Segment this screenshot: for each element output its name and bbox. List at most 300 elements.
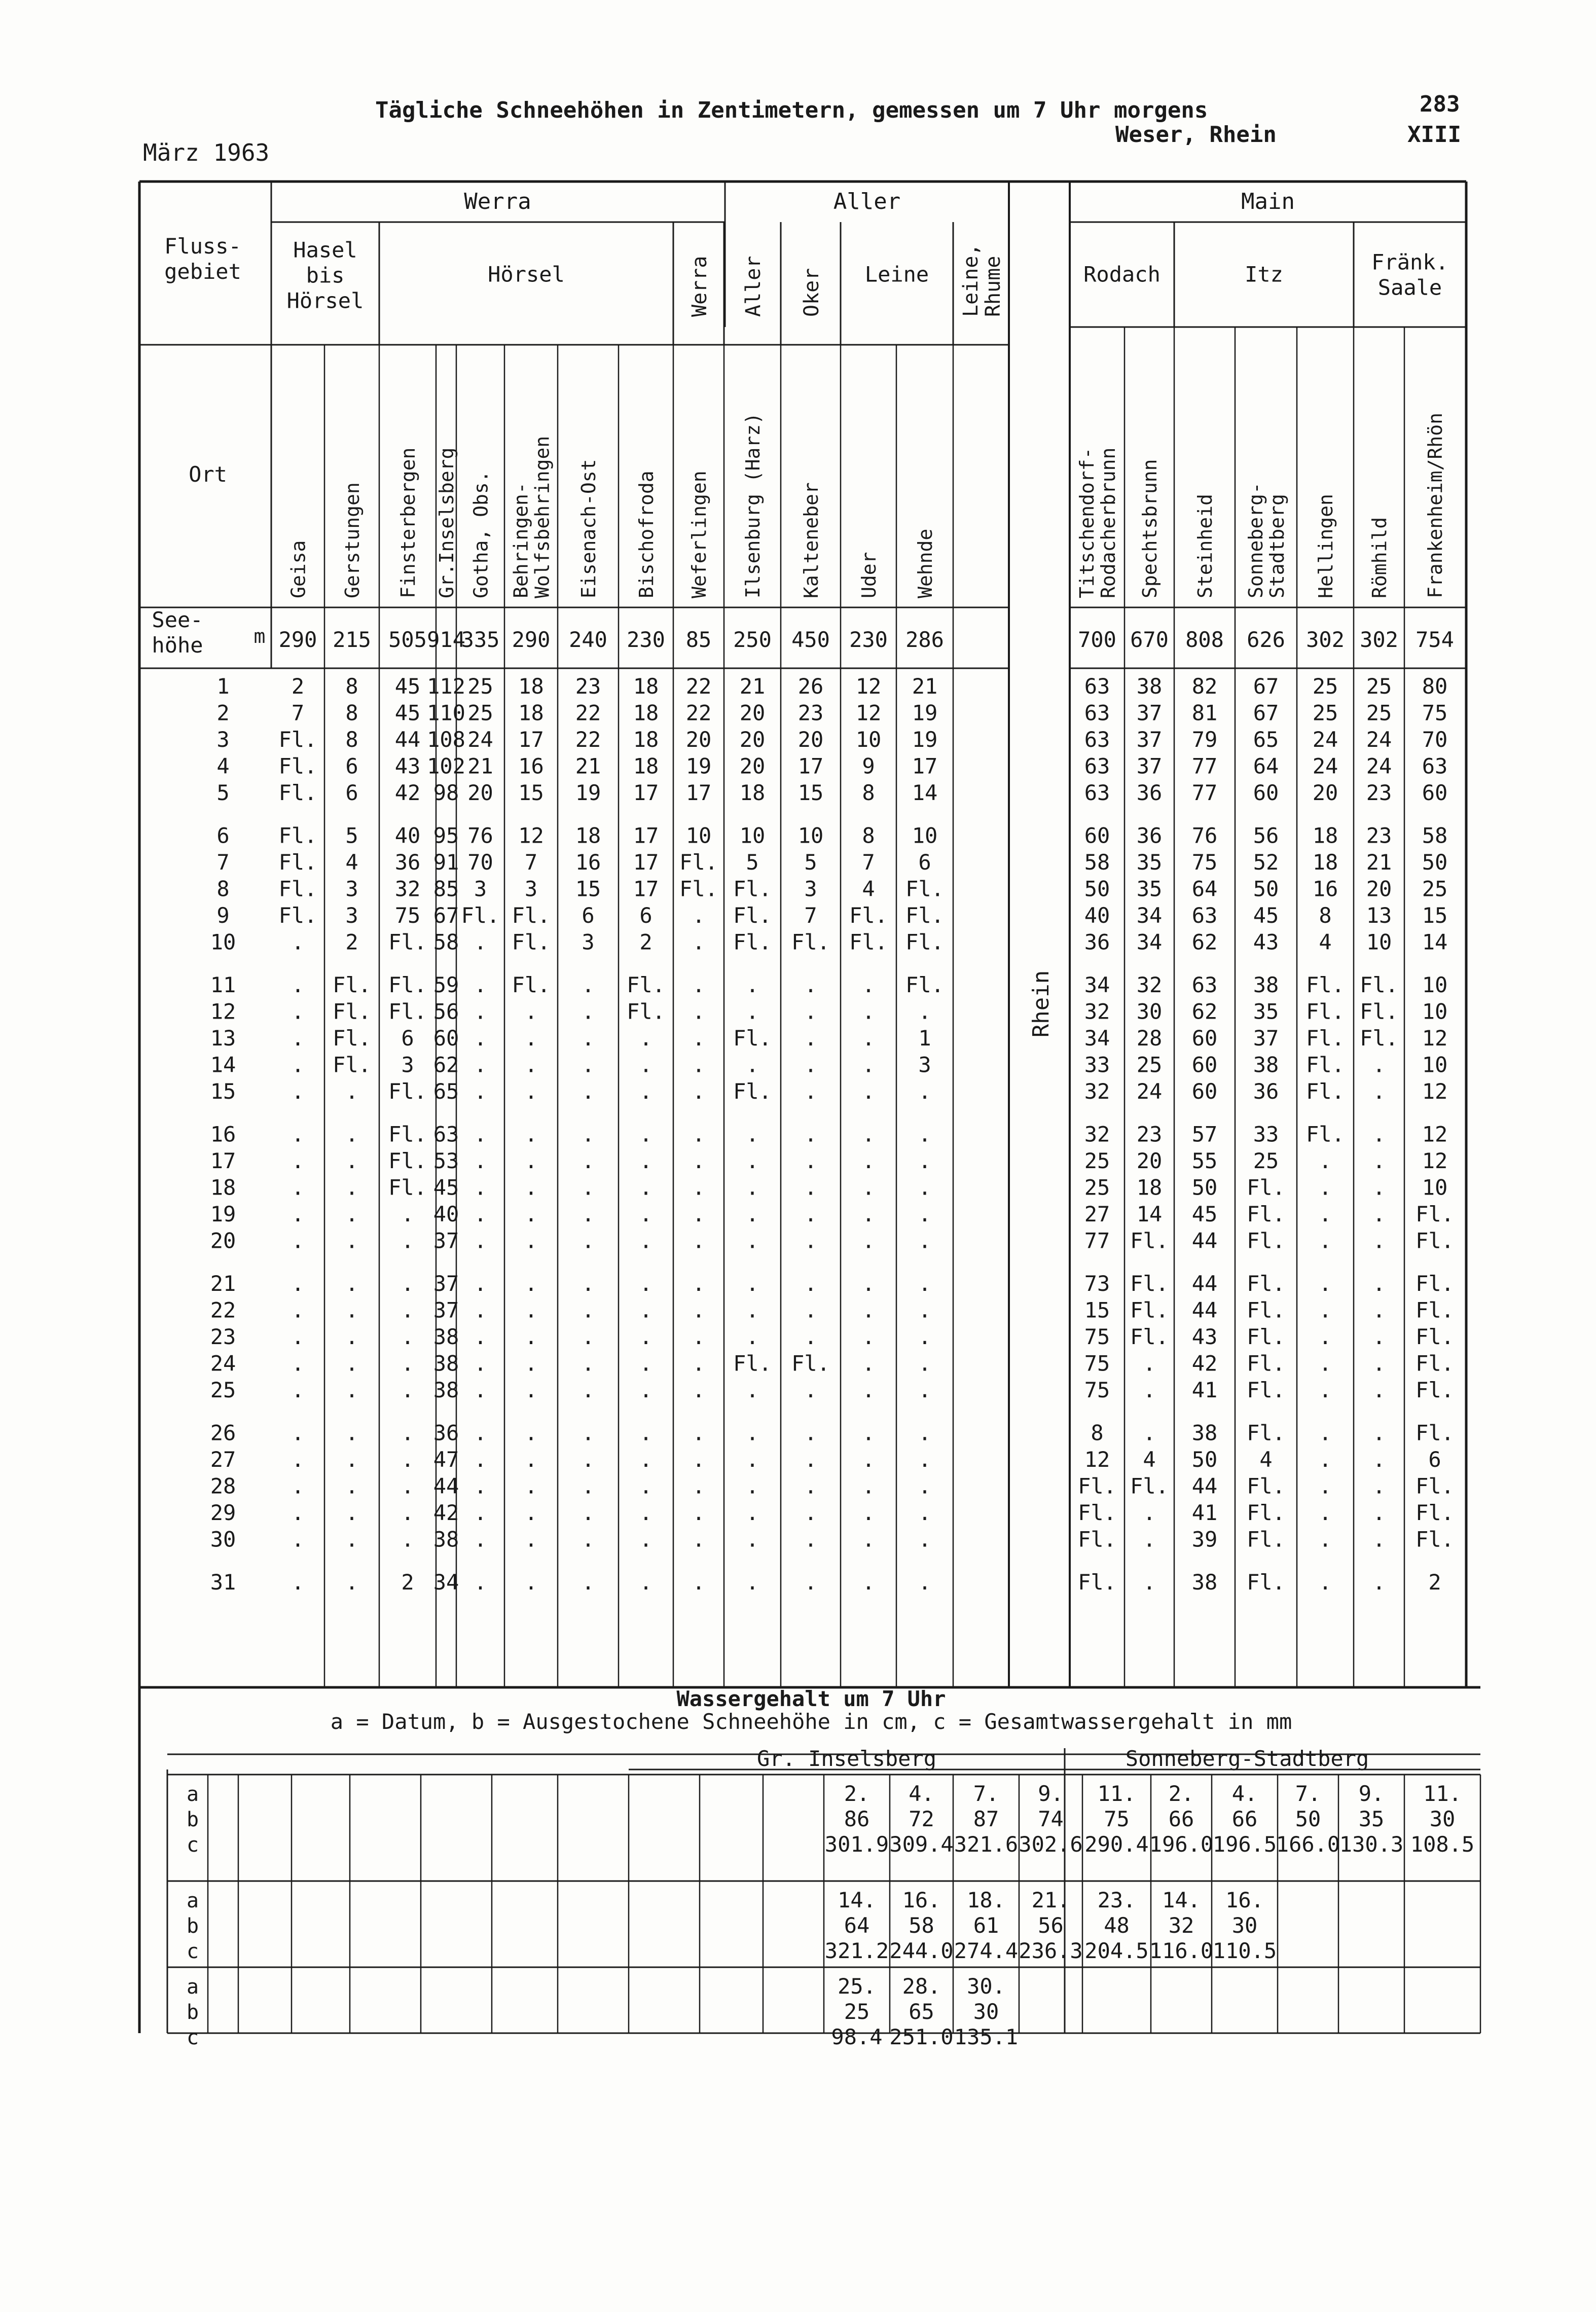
left-value: 67 (433, 903, 459, 928)
left-value: . (804, 1447, 817, 1472)
left-station-altitude: 250 (733, 627, 772, 652)
right-value: . (1372, 1500, 1386, 1525)
right-value: 28 (1136, 1026, 1163, 1051)
right-value: 50 (1253, 876, 1279, 901)
right-value: 38 (1136, 674, 1163, 699)
left-value: . (692, 1122, 705, 1147)
left-value: 3 (804, 876, 817, 901)
left-value: . (918, 1122, 931, 1147)
left-value: Fl. (278, 876, 317, 901)
left-value: 60 (433, 1026, 459, 1051)
left-value: 91 (433, 850, 459, 875)
right-value: 82 (1191, 674, 1218, 699)
right-value: 44 (1191, 1297, 1218, 1323)
left-value: . (862, 1378, 875, 1402)
left-value: . (692, 1175, 705, 1200)
right-value: Fl. (1078, 1473, 1116, 1499)
right-value: 75 (1084, 1378, 1110, 1402)
left-value: Fl. (278, 850, 317, 875)
right-value: 12 (1422, 1148, 1448, 1173)
day-number: 25 (210, 1378, 236, 1402)
right-value: . (1143, 1420, 1156, 1446)
left-value: 62 (433, 1052, 459, 1077)
left-value: . (401, 1324, 414, 1349)
left-value: . (862, 972, 875, 997)
right-value: 20 (1312, 780, 1338, 805)
left-station-altitude: 215 (333, 627, 371, 652)
water-station-sonneberg: Sonneberg-Stadtberg (1125, 1746, 1369, 1771)
left-value: 44 (394, 727, 421, 752)
water-content: 166.0 (1276, 1832, 1340, 1857)
right-value: 23 (1366, 823, 1392, 848)
right-value: 18 (1136, 1175, 1163, 1200)
left-value: 45 (394, 674, 421, 699)
water-snow-depth: 72 (909, 1807, 934, 1831)
left-value: . (291, 1570, 305, 1595)
right-value: 21 (1366, 850, 1392, 875)
right-value: Fl. (1247, 1202, 1285, 1226)
water-snow-depth: 30 (973, 1999, 999, 2024)
left-value: . (804, 1026, 817, 1051)
right-value: 50 (1191, 1447, 1218, 1472)
right-value: 77 (1191, 753, 1218, 779)
right-value: 18 (1312, 823, 1338, 848)
left-value: 63 (433, 1122, 459, 1147)
right-value: 77 (1084, 1228, 1110, 1253)
right-value: . (1319, 1324, 1332, 1349)
left-value: . (862, 1122, 875, 1147)
right-value: . (1319, 1228, 1332, 1253)
right-value: 32 (1084, 999, 1110, 1024)
seehoehe-label: See- (152, 607, 203, 632)
water-content: 98.4 (831, 2025, 883, 2049)
left-value: 2 (401, 1570, 414, 1595)
left-value: . (692, 929, 705, 955)
water-snow-depth: 66 (1231, 1807, 1258, 1831)
left-value: . (291, 1500, 305, 1525)
left-value: Fl. (733, 1351, 772, 1376)
right-station-name: Frankenheim/Rhön (1424, 412, 1446, 598)
left-value: 102 (427, 753, 465, 779)
left-value: Fl. (333, 1026, 371, 1051)
right-value: 41 (1191, 1500, 1218, 1525)
day-number: 26 (210, 1420, 236, 1446)
left-value: Fl. (627, 999, 665, 1024)
left-value: . (582, 972, 595, 997)
left-value: . (639, 1378, 652, 1402)
water-content: 135.1 (954, 2025, 1019, 2049)
left-value: 19 (912, 700, 938, 726)
right-value: 50 (1084, 876, 1110, 901)
left-value: . (345, 1079, 358, 1104)
left-value: 23 (797, 700, 824, 726)
left-value: 98 (433, 780, 459, 805)
right-value: 58 (1422, 823, 1448, 848)
left-station-altitude: 286 (905, 627, 944, 652)
left-value: Fl. (733, 1079, 772, 1104)
left-value: . (291, 1324, 305, 1349)
left-value: . (345, 1271, 358, 1296)
left-value: 18 (518, 674, 544, 699)
left-value: . (639, 1026, 652, 1051)
water-content: 204.5 (1084, 1938, 1149, 1963)
right-value: 57 (1191, 1122, 1218, 1147)
left-value: . (804, 1527, 817, 1552)
right-value: 50 (1191, 1175, 1218, 1200)
left-value: 36 (394, 850, 421, 875)
left-value: . (746, 1324, 759, 1349)
water-row-letter: a (186, 1975, 199, 1999)
right-value: 63 (1084, 700, 1110, 726)
right-value: 38 (1191, 1420, 1218, 1446)
left-value: 38 (433, 1324, 459, 1349)
right-value: Fl. (1247, 1324, 1285, 1349)
left-value: . (746, 1148, 759, 1173)
left-value: . (524, 1324, 538, 1349)
left-value: . (524, 1026, 538, 1051)
water-date: 2. (1168, 1781, 1194, 1806)
left-value: . (918, 1447, 931, 1472)
right-value: Fl. (1130, 1324, 1169, 1349)
left-value: . (474, 1527, 487, 1552)
left-value: . (582, 1228, 595, 1253)
left-value: . (401, 1378, 414, 1402)
right-value: 16 (1312, 876, 1338, 901)
day-number: 15 (210, 1079, 236, 1104)
left-value: . (918, 1500, 931, 1525)
left-value: . (474, 1378, 487, 1402)
left-value: . (291, 1473, 305, 1499)
water-content: 302.6 (1019, 1832, 1083, 1857)
left-value: . (524, 1378, 538, 1402)
left-value: . (474, 1175, 487, 1200)
subgroup-label: Fränk. (1371, 249, 1448, 275)
day-number: 6 (216, 823, 230, 848)
left-value: 4 (345, 850, 358, 875)
right-value: . (1319, 1527, 1332, 1552)
left-value: . (918, 1297, 931, 1323)
right-value: 32 (1084, 1079, 1110, 1104)
right-value: 20 (1366, 876, 1392, 901)
left-value: . (291, 1202, 305, 1226)
right-value: 6 (1428, 1447, 1441, 1472)
left-value: . (692, 1351, 705, 1376)
water-content: 244.0 (889, 1938, 954, 1963)
left-value: . (582, 1079, 595, 1104)
right-value: 36 (1253, 1079, 1279, 1104)
left-value: . (639, 1527, 652, 1552)
water-row-letter: c (186, 1940, 199, 1963)
left-value: . (401, 1351, 414, 1376)
left-value: 18 (633, 753, 659, 779)
left-station-name: Wolfsbehringen (531, 436, 554, 598)
left-value: 6 (401, 1026, 414, 1051)
day-number: 22 (210, 1297, 236, 1323)
right-value: Fl. (1247, 1420, 1285, 1446)
right-value: 36 (1084, 929, 1110, 955)
left-value: 42 (433, 1500, 459, 1525)
left-value: 40 (433, 1202, 459, 1226)
left-value: . (639, 1420, 652, 1446)
left-value: . (804, 1420, 817, 1446)
left-value: . (582, 999, 595, 1024)
left-value: . (291, 1351, 305, 1376)
water-date: 11. (1423, 1781, 1462, 1806)
right-value: Fl. (1247, 1378, 1285, 1402)
right-value: 23 (1136, 1122, 1163, 1147)
left-value: 17 (633, 850, 659, 875)
left-value: . (692, 1148, 705, 1173)
right-value: 12 (1422, 1079, 1448, 1104)
right-value: . (1319, 1570, 1332, 1595)
left-value: 45 (394, 700, 421, 726)
water-row-letter: b (186, 1808, 199, 1831)
right-value: Fl. (1416, 1202, 1454, 1226)
right-value: 2 (1428, 1570, 1441, 1595)
right-value: 14 (1422, 929, 1448, 955)
water-row-letter: a (186, 1783, 199, 1806)
rhein-label: Rhein (1028, 970, 1054, 1038)
left-value: . (524, 1052, 538, 1077)
left-value: . (582, 1570, 595, 1595)
left-value: 25 (467, 674, 493, 699)
left-value: 22 (685, 700, 712, 726)
left-value: 7 (524, 850, 538, 875)
left-value: Fl. (278, 903, 317, 928)
day-number: 31 (210, 1570, 236, 1595)
right-value: Fl. (1306, 1122, 1345, 1147)
right-value: 58 (1084, 850, 1110, 875)
left-value: . (692, 1052, 705, 1077)
right-value: 4 (1319, 929, 1332, 955)
left-value: . (474, 929, 487, 955)
left-value: 21 (575, 753, 601, 779)
left-value: . (524, 1447, 538, 1472)
left-value: Fl. (905, 972, 944, 997)
day-number: 1 (216, 674, 230, 699)
right-station-altitude: 670 (1130, 627, 1169, 652)
right-value: 45 (1253, 903, 1279, 928)
right-value: 43 (1191, 1324, 1218, 1349)
left-station-name: Gerstungen (341, 482, 364, 598)
left-value: . (804, 1175, 817, 1200)
right-value: 63 (1422, 753, 1448, 779)
left-value: 42 (394, 780, 421, 805)
water-content: 321.2 (824, 1938, 889, 1963)
water-date: 16. (1225, 1888, 1264, 1912)
subgroup-label: bis (306, 263, 345, 288)
left-value: . (291, 1527, 305, 1552)
right-value: Fl. (1130, 1297, 1169, 1323)
left-value: Fl. (733, 929, 772, 955)
left-value: . (291, 929, 305, 955)
left-value: . (804, 972, 817, 997)
left-value: . (862, 1228, 875, 1253)
left-station-name: Geisa (287, 540, 310, 598)
left-value: . (692, 1527, 705, 1552)
right-value: Fl. (1247, 1175, 1285, 1200)
left-value: . (474, 1271, 487, 1296)
left-value: 19 (575, 780, 601, 805)
left-value: Fl. (333, 999, 371, 1024)
water-snow-depth: 64 (844, 1913, 870, 1938)
day-number: 29 (210, 1500, 236, 1525)
right-value: 25 (1084, 1175, 1110, 1200)
right-value: 18 (1312, 850, 1338, 875)
left-value: 22 (685, 674, 712, 699)
left-value: . (291, 1297, 305, 1323)
right-value: . (1319, 1297, 1332, 1323)
water-content: 130.3 (1339, 1832, 1404, 1857)
right-value: . (1319, 1175, 1332, 1200)
right-value: 52 (1253, 850, 1279, 875)
day-number: 14 (210, 1052, 236, 1077)
right-value: 12 (1422, 1026, 1448, 1051)
seehoehe-unit: m (253, 625, 266, 647)
right-value: 15 (1422, 903, 1448, 928)
left-value: . (692, 1079, 705, 1104)
right-value: . (1319, 1202, 1332, 1226)
left-value: 110 (427, 700, 465, 726)
left-value: . (474, 1079, 487, 1104)
right-value: 80 (1422, 674, 1448, 699)
right-value: Fl. (1416, 1297, 1454, 1323)
right-value: Fl. (1130, 1473, 1169, 1499)
right-value: . (1372, 1324, 1386, 1349)
left-value: . (862, 1473, 875, 1499)
water-date: 23. (1097, 1888, 1136, 1912)
right-value: 64 (1191, 876, 1218, 901)
right-value: 33 (1084, 1052, 1110, 1077)
left-value: 3 (345, 903, 358, 928)
left-value: . (345, 1473, 358, 1499)
left-value: . (401, 1271, 414, 1296)
left-value: . (639, 1148, 652, 1173)
left-value: 23 (575, 674, 601, 699)
left-value: . (692, 1324, 705, 1349)
left-value: 7 (862, 850, 875, 875)
left-value: . (746, 1175, 759, 1200)
right-station-name: Sonneberg- (1245, 482, 1267, 598)
right-value: Fl. (1416, 1324, 1454, 1349)
water-content: 321.6 (954, 1832, 1019, 1857)
right-value: 36 (1136, 823, 1163, 848)
left-value: 59 (433, 972, 459, 997)
right-station-altitude: 626 (1247, 627, 1285, 652)
water-content: 110.5 (1212, 1938, 1277, 1963)
right-value: Fl. (1416, 1378, 1454, 1402)
right-value: 24 (1312, 753, 1338, 779)
left-value: . (345, 1447, 358, 1472)
left-value: 17 (912, 753, 938, 779)
left-station-altitude: 290 (278, 627, 317, 652)
water-content: 196.0 (1149, 1832, 1214, 1857)
day-number: 12 (210, 999, 236, 1024)
page-number: 283 (1420, 91, 1460, 117)
left-value: 22 (575, 727, 601, 752)
left-value: . (474, 1351, 487, 1376)
left-value: . (582, 1271, 595, 1296)
subgroup-label: Hörsel (488, 262, 565, 287)
left-value: Fl. (388, 999, 427, 1024)
right-value: Fl. (1416, 1271, 1454, 1296)
page-title: Tägliche Schneehöhen in Zentimetern, gemessen um 7 Uhr morgens (375, 97, 1208, 123)
left-value: 8 (345, 727, 358, 752)
water-content: 196.5 (1212, 1832, 1277, 1857)
left-value: Fl. (388, 929, 427, 955)
left-value: . (862, 1079, 875, 1104)
left-value: . (345, 1148, 358, 1173)
water-date: 4. (1231, 1781, 1258, 1806)
right-value: . (1372, 1420, 1386, 1446)
water-date: 30. (967, 1974, 1005, 1999)
water-date: 4. (909, 1781, 934, 1806)
left-value: . (918, 1473, 931, 1499)
day-number: 28 (210, 1473, 236, 1499)
left-value: 4 (862, 876, 875, 901)
left-value: 6 (582, 903, 595, 928)
left-value: 8 (862, 823, 875, 848)
left-value: . (524, 1175, 538, 1200)
left-value: . (918, 1175, 931, 1200)
right-value: 24 (1366, 727, 1392, 752)
water-content: 251.0 (889, 2025, 954, 2049)
right-value: Fl. (1247, 1570, 1285, 1595)
left-value: 38 (433, 1527, 459, 1552)
left-value: . (474, 1202, 487, 1226)
left-value: 43 (394, 753, 421, 779)
right-value: Fl. (1306, 1026, 1345, 1051)
left-value: . (746, 999, 759, 1024)
left-value: . (345, 1122, 358, 1147)
left-value: . (746, 1052, 759, 1077)
left-value: . (291, 1228, 305, 1253)
left-value: 25 (467, 700, 493, 726)
group-label-werra: Werra (464, 189, 531, 214)
right-value: . (1372, 1297, 1386, 1323)
left-value: 5 (804, 850, 817, 875)
left-value: 2 (345, 929, 358, 955)
water-snow-depth: 30 (1231, 1913, 1258, 1938)
right-value: 34 (1084, 972, 1110, 997)
right-value: 25 (1084, 1148, 1110, 1173)
left-value: 22 (575, 700, 601, 726)
left-value: 38 (433, 1378, 459, 1402)
left-value: . (862, 1324, 875, 1349)
water-snow-depth: 58 (909, 1913, 934, 1938)
left-value: . (639, 1351, 652, 1376)
water-row-letter: c (186, 1833, 199, 1857)
left-value: Fl. (388, 1079, 427, 1104)
right-value: 38 (1253, 972, 1279, 997)
left-value: . (291, 1175, 305, 1200)
right-value: . (1372, 1473, 1386, 1499)
left-value: 21 (739, 674, 766, 699)
day-number: 20 (210, 1228, 236, 1253)
right-station-name: Spechtsbrunn (1139, 459, 1161, 598)
water-content: 309.4 (889, 1832, 954, 1857)
right-value: . (1372, 1351, 1386, 1376)
left-value: . (862, 1026, 875, 1051)
right-value: . (1143, 1351, 1156, 1376)
left-value: . (639, 1324, 652, 1349)
left-value: Fl. (791, 929, 830, 955)
right-value: 25 (1312, 700, 1338, 726)
right-value: . (1372, 1052, 1386, 1077)
right-value: . (1319, 1447, 1332, 1472)
right-value: Fl. (1247, 1228, 1285, 1253)
right-value: . (1372, 1122, 1386, 1147)
